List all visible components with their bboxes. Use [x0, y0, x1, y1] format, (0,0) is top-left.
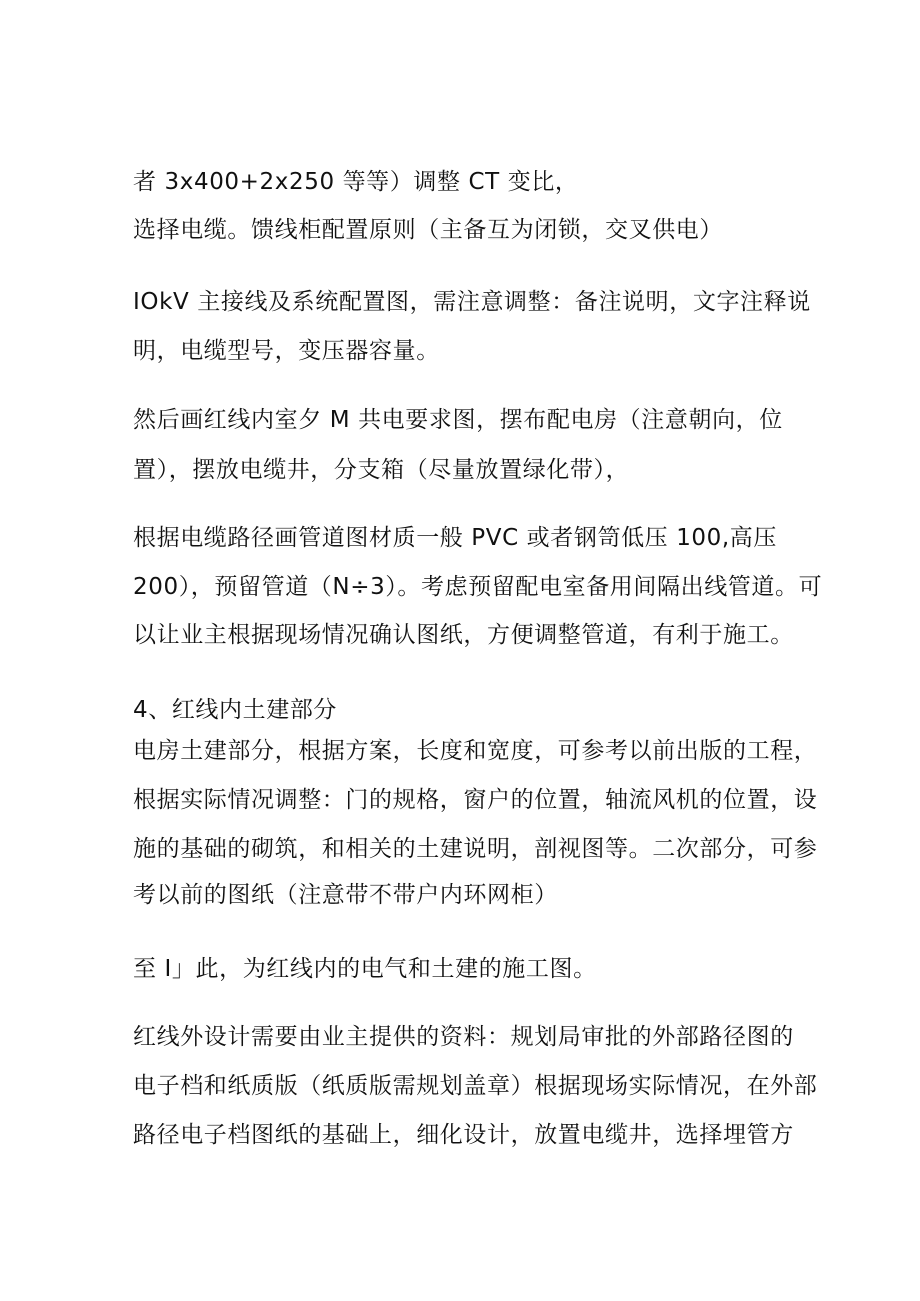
text-line: IOkV 主接线及系统配置图，需注意调整：备注说明，文字注释说 [133, 289, 811, 315]
text-line: 电房土建部分，根据方案，长度和宽度，可参考以前出版的工程， [133, 738, 818, 764]
text-line: 以让业主根据现场情况确认图纸，方便调整管道，有利于施工。 [133, 622, 794, 648]
text-line: 根据电缆路径画管道图材质一般 PVC 或者钢笥低压 100,高压 [133, 525, 778, 551]
text-line: 明，电缆型号，变压器容量。 [133, 338, 440, 364]
text-line: 施的基础的砌筑，和相关的土建说明，剖视图等。二次部分，可参 [133, 836, 818, 862]
text-line: 置），摆放电缆井，分支箱（尽量放置绿化带）， [133, 457, 630, 483]
text-line: 电子档和纸质版（纸质版需规划盖章）根据现场实际情况，在外部 [133, 1073, 818, 1099]
text-line: 者 3x400+2x250 等等）调整 CT 变比， [133, 169, 579, 195]
text-line: 根据实际情况调整：门的规格，窗户的位置，轴流风机的位置，设 [133, 787, 818, 813]
text-line: 路径电子档图纸的基础上，细化设计，放置电缆井，选择埋管方 [133, 1122, 794, 1148]
text-line: 200），预留管道（N÷3）。考虑预留配电室备用间隔出线管道。可 [133, 574, 823, 600]
text-line: 4、红线内土建部分 [133, 697, 338, 723]
text-line: 选择电缆。馈线柜配置原则（主备互为闭锁，交叉供电） [133, 217, 723, 243]
text-line: 至 I」此，为红线内的电气和土建的施工图。 [133, 956, 597, 982]
text-line: 红线外设计需要由业主提供的资料：规划局审批的外部路径图的 [133, 1024, 794, 1050]
text-line: 考以前的图纸（注意带不带户内环网柜） [133, 882, 558, 908]
text-line: 然后画红线内室夕 M 共电要求图，摆布配电房（注意朝向，位 [133, 407, 783, 433]
